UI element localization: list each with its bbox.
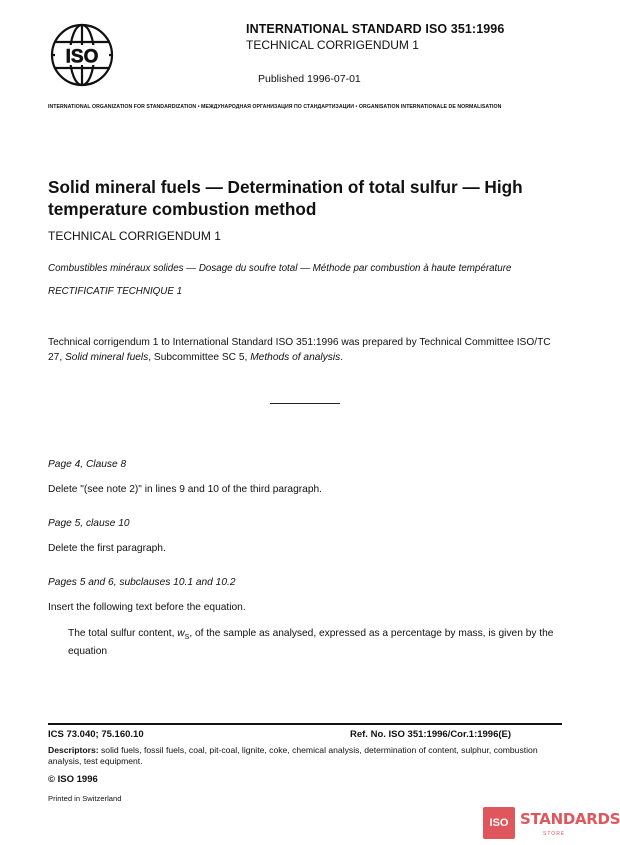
descriptors-text: solid fuels, fossil fuels, coal, pit-coal, lignite, coke, chemical analysis, determination of content, sulphur, combustion analysis, test equipment. — [48, 745, 538, 766]
symbol-w: w — [177, 628, 185, 639]
correction-location: Page 4, Clause 8 — [48, 459, 127, 470]
inserted-text — [68, 627, 562, 659]
reference-number: Ref. No. ISO 351:1996/Cor.1:1996(E) — [350, 729, 512, 740]
correction-instruction: Delete the first paragraph. — [48, 543, 166, 554]
inserted-text-suffix: , of the sample as analysed, expressed as a percentage by mass, is given by the — [189, 628, 554, 639]
correction-instruction: Insert the following text before the equation. — [48, 602, 246, 613]
store-word: STANDARDS — [520, 810, 620, 828]
store-badge: ISO — [483, 807, 515, 839]
copyright: © ISO 1996 — [48, 774, 98, 785]
descriptors-label: Descriptors: — [48, 745, 99, 755]
document-title: Solid mineral fuels — Determination of total sulfur — High temperature combustion method — [48, 177, 523, 219]
subcommittee-name: Methods of analysis — [250, 352, 341, 363]
correction-instruction: Delete "(see note 2)" in lines 9 and 10 of the third paragraph. — [48, 484, 322, 495]
separator-rule — [270, 403, 340, 404]
correction-location: Page 5, clause 10 — [48, 518, 130, 529]
iso-logo-text: ISO — [65, 46, 99, 68]
footer-rule — [48, 723, 562, 725]
committee-name: Solid mineral fuels — [65, 352, 149, 363]
corrigendum-label: TECHNICAL CORRIGENDUM 1 — [246, 38, 419, 52]
published-date: Published 1996-07-01 — [258, 73, 361, 85]
subtitle-english: TECHNICAL CORRIGENDUM 1 — [48, 229, 221, 243]
subtitle-french: Combustibles minéraux solides — Dosage du soufre total — Méthode par combustion à haute température — [48, 263, 512, 274]
iso-logo — [49, 22, 115, 88]
standard-number: INTERNATIONAL STANDARD ISO 351:1996 — [246, 22, 505, 36]
inserted-text-prefix: The total sulfur content, — [68, 628, 178, 639]
intro-text-1: Technical corrigendum 1 to International Standard ISO 351:1996 was prepared by Technical Committee ISO/TC 27, — [48, 337, 551, 363]
descriptors — [48, 745, 562, 767]
inserted-text-line2: equation — [68, 646, 108, 658]
rectificatif-label: RECTIFICATIF TECHNIQUE 1 — [48, 286, 183, 297]
iso-standards-store-watermark — [483, 807, 620, 841]
store-sub: STORE — [543, 831, 566, 837]
correction-location: Pages 5 and 6, subclauses 10.1 and 10.2 — [48, 577, 236, 588]
printed-in: Printed in Switzerland — [48, 794, 122, 803]
symbol-subscript: S — [184, 634, 190, 642]
intro-paragraph — [48, 335, 564, 365]
ics-code: ICS 73.040; 75.160.10 — [48, 729, 144, 740]
intro-text-2: , Subcommittee SC 5, — [148, 352, 251, 363]
intro-text-3: . — [340, 352, 344, 363]
organization-line: INTERNATIONAL ORGANIZATION FOR STANDARDIZATION • МЕЖДУНАРОДНАЯ ОРГАНИЗАЦИЯ ПО СТАНДАРТИЗАЦИИ • ORGANISATION INTERNATIONALE DE NORMALISATION — [48, 104, 502, 110]
